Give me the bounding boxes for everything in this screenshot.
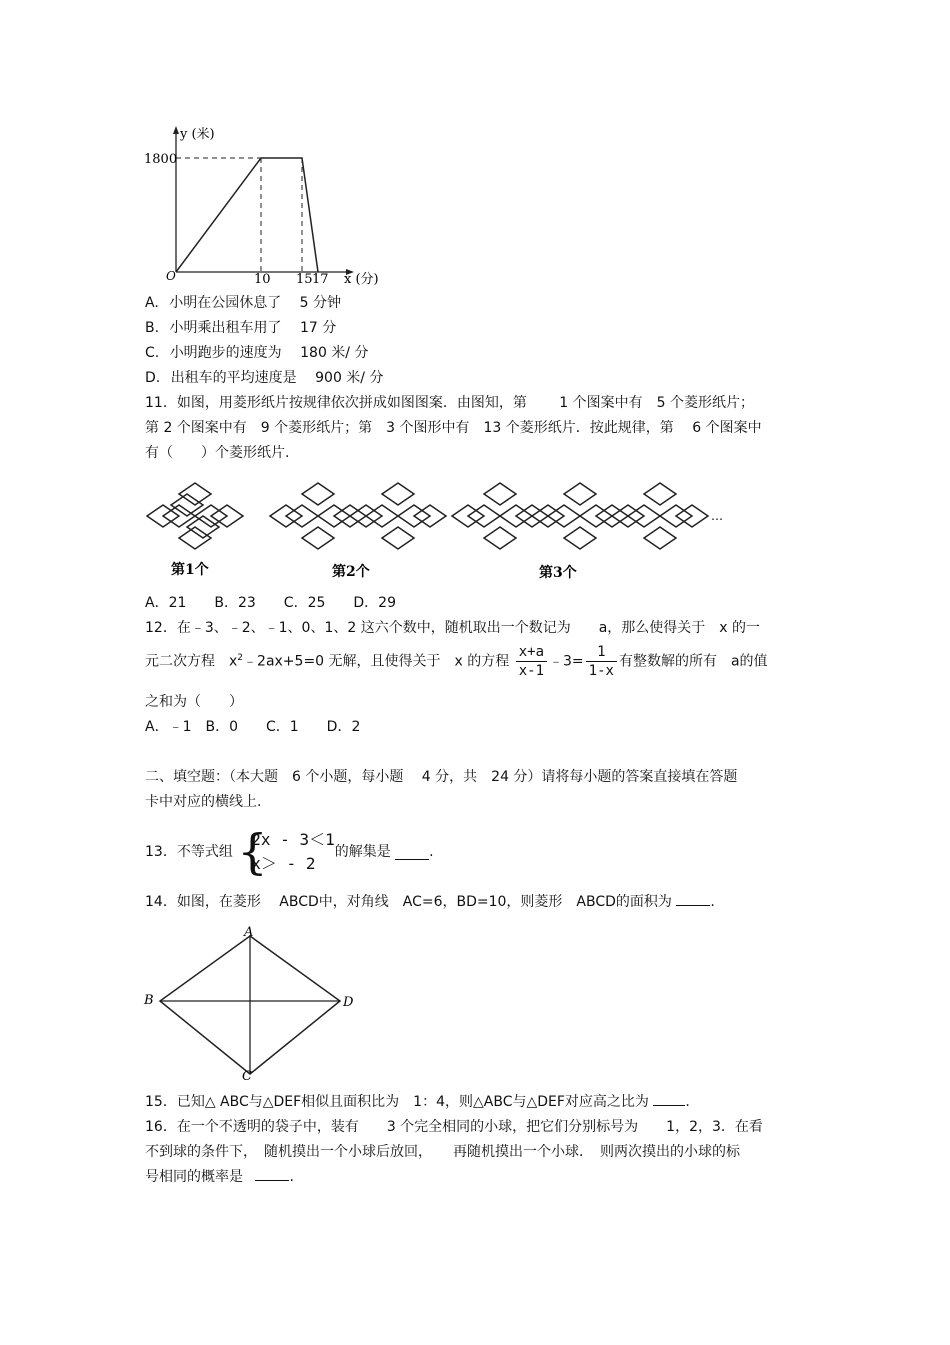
inequality-1: 2x - 3＜1 [251, 830, 335, 849]
x-tick-15: 15 [296, 272, 313, 287]
vertex-d-label: D [343, 995, 354, 1010]
pattern-label-2: 第2个 [332, 564, 370, 580]
section2-heading-1: 二、填空题：（本大题 6 个小题，每小题 4 分，共 24 分）请将每小题的答案直接填在答题 [145, 769, 738, 785]
option-text: 小明乘出租车用了 17 分 [169, 320, 337, 336]
pattern-2 [270, 483, 446, 549]
q15-text: 15．已知△ ABC与△DEF相似且面积比为 1：4，则△ABC与△DEF对应高之比为 [145, 1094, 649, 1110]
x-axis-label: x (分) [344, 272, 379, 287]
fraction-one-over [586, 643, 617, 680]
q12-minus-three: ﹣3= [549, 653, 584, 670]
q14-answer-blank [676, 893, 710, 906]
q10-option-a [145, 294, 341, 312]
q13-suffix: 的解集是 [334, 844, 391, 860]
y-axis-label: y (米) [180, 127, 215, 142]
q10-option-c [145, 344, 368, 362]
fraction-x-plus-a [516, 643, 547, 680]
pattern-1 [147, 483, 243, 549]
q13 [145, 826, 434, 878]
q12-options: A．﹣1 B．0 C．1 D．2 [145, 719, 361, 735]
q11-line-3: 有（ ）个菱形纸片. [145, 445, 290, 461]
frac-numerator: 1 [586, 643, 617, 662]
option-text: 小明在公园休息了 5 分钟 [169, 295, 342, 311]
pattern-ellipsis: … [711, 509, 723, 523]
pattern-3 [452, 483, 708, 549]
q14-text: 14．如图，在菱形 ABCD中，对角线 AC=6，BD=10，则菱形 ABCD的面积为 [145, 894, 672, 910]
x-tick-17: 17 [312, 272, 329, 287]
option-letter: C. [145, 345, 160, 361]
q16-line-1: 16．在一个不透明的袋子中，装有 3 个完全相同的小球，把它们分别标号为 1，2，3．在看 [145, 1119, 763, 1135]
q14-line [145, 893, 715, 911]
inequality-2: x＞ - 2 [251, 854, 316, 873]
option-text: 出租车的平均速度是 900 米/ 分 [170, 370, 384, 386]
q13-end: . [429, 844, 434, 860]
y-axis-arrow [173, 126, 179, 134]
q12-text-b: ﹣2ax+5=0 无解，且使得关于 x 的方程 [243, 653, 510, 670]
frac-denominator: x-1 [518, 663, 545, 679]
q10-option-b [145, 319, 336, 337]
q10-option-d [145, 369, 383, 387]
frac-denominator: 1-x [588, 663, 614, 679]
section2-heading-2: 卡中对应的横线上. [145, 794, 262, 810]
q15-end: . [685, 1094, 690, 1110]
x-tick-10: 10 [254, 272, 271, 287]
rhombus-abcd-figure [140, 922, 370, 1082]
q14-end: . [710, 894, 715, 910]
vertex-a-label: A [244, 925, 254, 940]
q12-line-2 [145, 643, 768, 680]
q12-text-a: 元二次方程 x [145, 653, 238, 670]
q16-line-2: 不到球的条件下， 随机摸出一个小球后放回， 再随机摸出一个小球． 则两次摸出的小球的标 [145, 1144, 740, 1160]
pattern-label-3: 第3个 [539, 565, 577, 581]
q11-options: A．21 B．23 C．25 D．29 [145, 595, 396, 611]
option-letter: B. [145, 320, 160, 336]
origin-label: O [166, 269, 176, 283]
q11-line-2: 第 2 个图案中有 9 个菱形纸片；第 3 个图形中有 13 个菱形纸片．按此规律，第 6 个图案中 [145, 420, 762, 436]
y-tick-1800: 1800 [144, 152, 178, 167]
rhombus-pattern-figure [143, 476, 733, 586]
q13-answer-blank [395, 845, 429, 860]
q15-answer-blank [653, 1093, 685, 1106]
distance-time-graph [140, 120, 390, 290]
q11-line-1: 11．如图，用菱形纸片按规律依次拼成如图图案．由图知，第 1 个图案中有 5 个菱形纸片； [145, 395, 754, 411]
q16-end: . [289, 1169, 294, 1185]
q16-text: 号相同的概率是 [145, 1169, 243, 1185]
frac-numerator: x+a [516, 643, 547, 662]
option-text: 小明跑步的速度为 180 米/ 分 [169, 345, 369, 361]
q12-text-c: 有整数解的所有 a的值 [618, 653, 768, 670]
left-brace-icon: { [237, 824, 268, 880]
q15-line [145, 1093, 690, 1111]
q12-line-3: 之和为（ ） [145, 694, 243, 710]
option-letter: D. [145, 370, 161, 386]
pattern-label-1: 第1个 [171, 562, 209, 578]
q12-exponent: 2 [237, 652, 244, 663]
q13-prefix: 13．不等式组 [145, 844, 233, 860]
vertex-b-label: B [144, 993, 154, 1008]
q16-line-3 [145, 1168, 294, 1186]
vertex-c-label: C [242, 1069, 252, 1082]
inequality-system [237, 824, 335, 880]
q12-line-1: 12．在﹣3、﹣2、﹣1、0、1、2 这六个数中，随机取出一个数记为 a，那么使得关于 x 的一 [145, 620, 761, 636]
journey-line [176, 158, 318, 272]
option-letter: A. [145, 295, 159, 311]
q16-answer-blank [255, 1168, 289, 1181]
